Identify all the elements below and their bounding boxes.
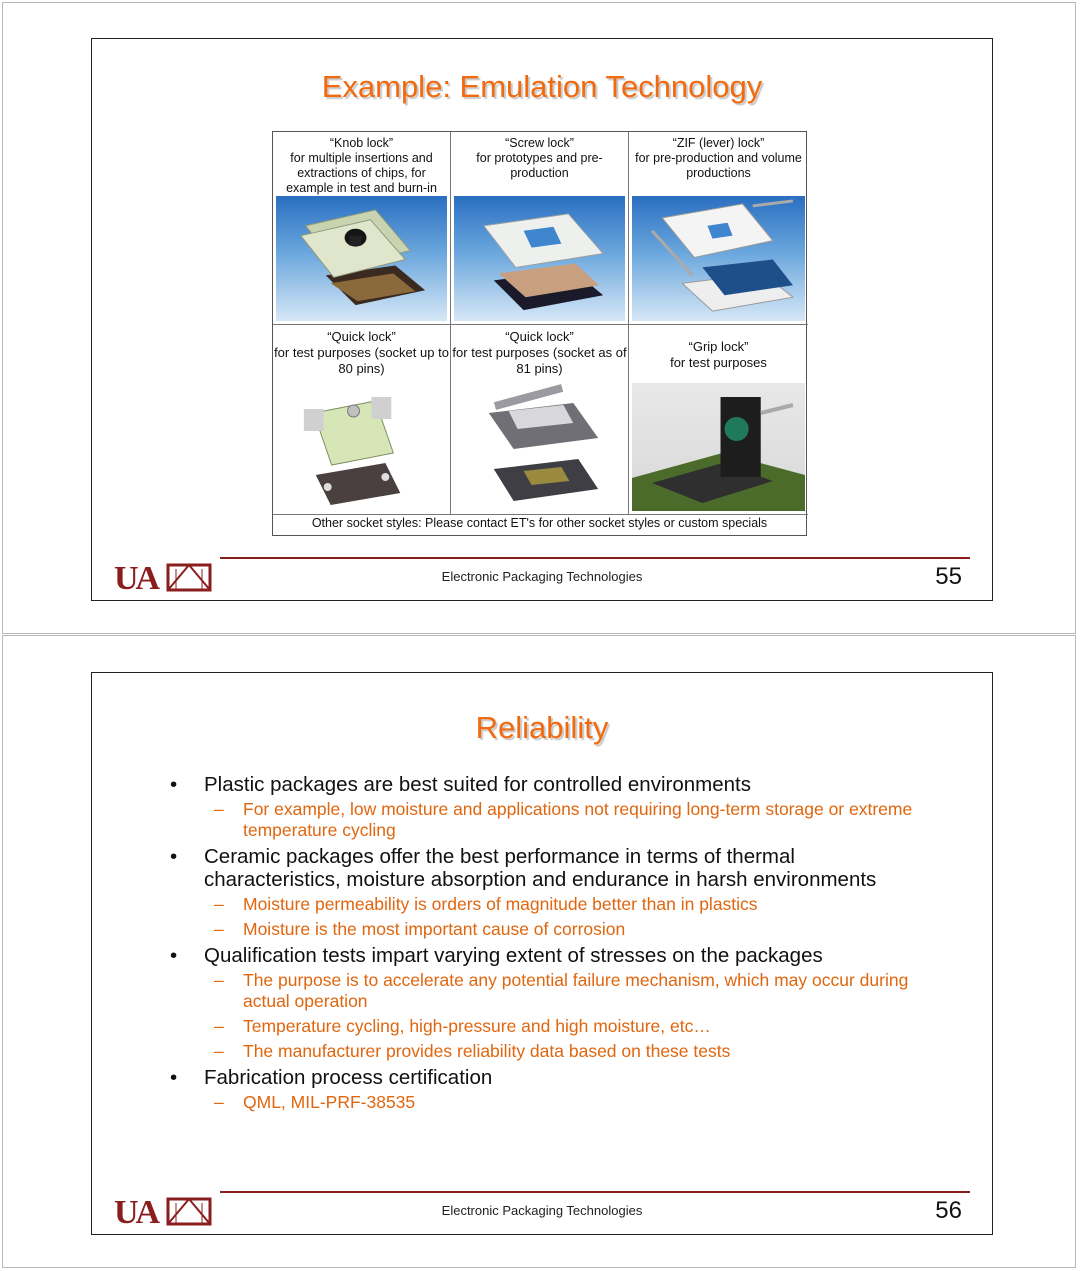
- sub-bullet-item: – For example, low moisture and applications not requiring long-term storage or extreme temperature cycling: [214, 799, 913, 840]
- slide-55: [91, 38, 993, 601]
- page-number: 56: [935, 1197, 962, 1224]
- bullet-list: [164, 773, 924, 1117]
- socket-name: “Quick lock”: [505, 329, 574, 344]
- socket-cell-zif-lock: [629, 132, 808, 325]
- slide-56: [91, 672, 993, 1235]
- bullet-item: • Qualification tests impart varying extent of stresses on the packages: [170, 944, 823, 967]
- socket-name: “Screw lock”: [505, 136, 574, 150]
- page-56: [2, 635, 1076, 1268]
- socket-name: “Knob lock”: [329, 136, 394, 150]
- footer-rule: [220, 1191, 970, 1193]
- sub-bullet-item: – The manufacturer provides reliability data based on these tests: [214, 1041, 731, 1061]
- bullet-item: • Plastic packages are best suited for controlled environments: [170, 773, 751, 796]
- sub-bullet-item: – QML, MIL-PRF-38535: [214, 1092, 416, 1112]
- socket-desc: for multiple insertions and extractions of chips, for example in test and burn-in: [286, 151, 437, 195]
- slide-title: Example: Emulation Technology: [321, 69, 763, 104]
- page-55: [2, 2, 1076, 634]
- quick-lock-80-photo: [276, 383, 447, 511]
- socket-cell-grip-lock: [629, 325, 808, 515]
- socket-desc: for pre-production and volume productions: [635, 151, 802, 180]
- bullet-dot: •: [170, 773, 178, 796]
- socket-desc: for prototypes and pre-production: [476, 151, 603, 180]
- screw-lock-photo: [454, 196, 625, 321]
- bullet-item: • Fabrication process certification: [170, 1066, 493, 1089]
- socket-cell-knob-lock: [273, 132, 451, 325]
- table-footer: Other socket styles: Please contact ET's for other socket styles or custom specials: [311, 516, 768, 530]
- sub-bullet-item: – Moisture is the most important cause of corrosion: [214, 919, 626, 939]
- socket-table: [272, 131, 807, 536]
- page-number: 55: [935, 563, 962, 590]
- sub-bullet-item: – The purpose is to accelerate any potential failure mechanism, which may occur during actual operation: [214, 970, 909, 1011]
- svg-text:UA: UA: [114, 560, 158, 595]
- socket-cell-quick-lock-80: [273, 325, 451, 515]
- socket-cell-quick-lock-81: [451, 325, 629, 515]
- bullet-item: • Ceramic packages offer the best performance in terms of thermal characteristics, moisture absorption and endurance in harsh environments: [170, 845, 877, 891]
- socket-name: “ZIF (lever) lock”: [672, 136, 765, 150]
- quick-lock-81-photo: [454, 383, 625, 511]
- footer-text: Electronic Packaging Technologies: [441, 1203, 643, 1218]
- socket-cell-screw-lock: [451, 132, 629, 325]
- socket-desc: for test purposes (socket as of 81 pins): [452, 345, 627, 376]
- grip-lock-photo: [632, 383, 805, 511]
- footer-rule: [220, 557, 970, 559]
- footer-text: Electronic Packaging Technologies: [441, 569, 643, 584]
- socket-desc: for test purposes (socket up to 80 pins): [274, 345, 449, 376]
- socket-name: “Quick lock”: [327, 329, 396, 344]
- slide-title: Reliability: [475, 710, 609, 745]
- socket-name: “Grip lock”: [688, 339, 749, 354]
- slide-footer: [92, 545, 992, 600]
- slide-footer: [92, 1179, 992, 1234]
- socket-desc: for test purposes: [670, 355, 767, 370]
- sub-bullet-item: – Temperature cycling, high-pressure and high moisture, etc…: [214, 1016, 711, 1036]
- sub-bullet-item: – Moisture permeability is orders of magnitude better than in plastics: [214, 894, 758, 914]
- knob-lock-photo: [276, 196, 447, 321]
- svg-text:UA: UA: [114, 1194, 158, 1229]
- zif-lock-photo: [632, 196, 805, 321]
